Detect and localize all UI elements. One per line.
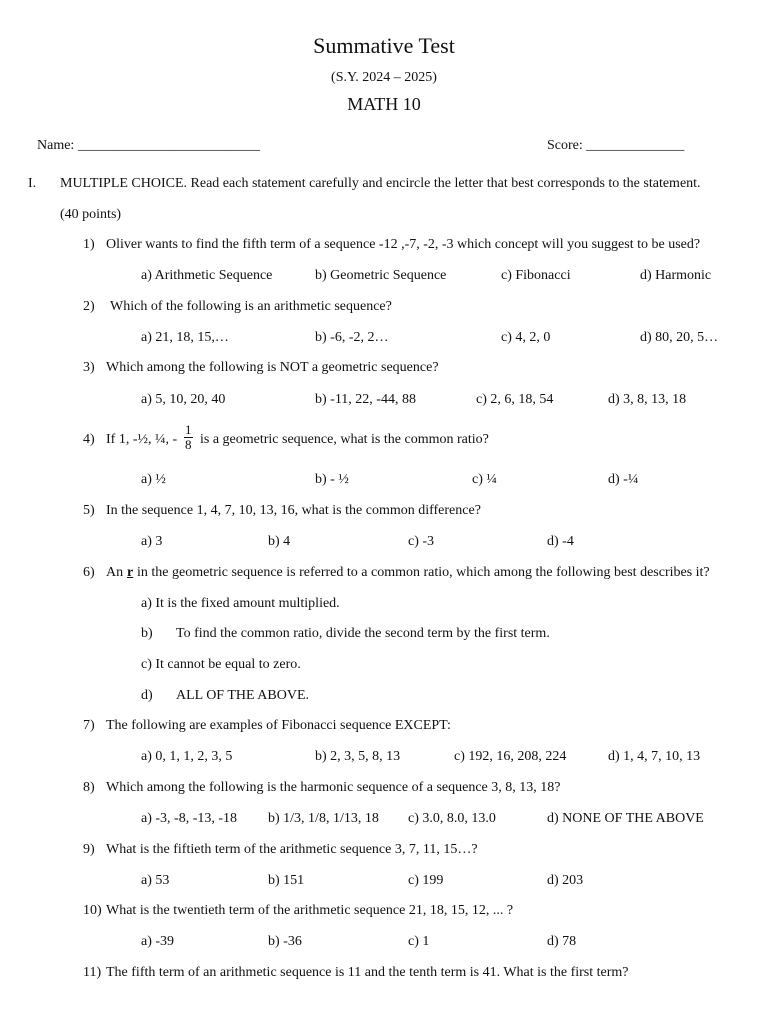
choice-d[interactable]: d) 78 — [547, 934, 577, 949]
choice-b-letter[interactable]: b) — [141, 626, 153, 641]
question-text: In the sequence 1, 4, 7, 10, 13, 16, what is the common difference? — [106, 503, 481, 518]
choice-b[interactable]: b) 2, 3, 5, 8, 13 — [315, 749, 401, 764]
choice-b[interactable]: b) 4 — [268, 534, 291, 549]
fraction — [184, 423, 193, 452]
choice-b[interactable]: b) 1/3, 1/8, 1/13, 18 — [268, 811, 379, 826]
question-number: 11) — [83, 965, 102, 980]
choice-d[interactable]: d) -4 — [547, 534, 574, 549]
subject-heading: MATH 10 — [347, 94, 421, 114]
page-title: Summative Test — [313, 33, 455, 58]
choice-d[interactable]: d) Harmonic — [640, 268, 712, 283]
question-number: 7) — [83, 718, 95, 733]
fraction-denominator: 8 — [185, 437, 192, 452]
choice-d[interactable]: d) 1, 4, 7, 10, 13 — [608, 749, 701, 764]
choice-a[interactable]: a) 21, 18, 15,… — [141, 330, 229, 345]
choice-a[interactable]: a) 53 — [141, 873, 170, 888]
choice-c[interactable]: c) 1 — [408, 934, 430, 949]
choice-b[interactable]: b) -6, -2, 2… — [315, 330, 389, 345]
section-points: (40 points) — [60, 207, 122, 222]
name-field[interactable]: Name: __________________________ — [37, 138, 260, 153]
section-instruction: MULTIPLE CHOICE. Read each statement carefully and encircle the letter that best corresponds to the statement. — [60, 176, 701, 191]
question-number: 10) — [83, 903, 102, 918]
choice-d[interactable]: d) NONE OF THE ABOVE — [547, 811, 704, 826]
choice-a[interactable]: a) ½ — [141, 472, 166, 487]
question-number: 9) — [83, 842, 95, 857]
question-text-end: is a geometric sequence, what is the common ratio? — [200, 432, 489, 447]
question-text-start: If 1, -½, ¼, - — [106, 432, 178, 447]
choice-d[interactable]: ALL OF THE ABOVE. — [176, 688, 309, 703]
choice-a[interactable]: a) 3 — [141, 534, 163, 549]
question-text: The following are examples of Fibonacci sequence EXCEPT: — [106, 718, 451, 733]
choice-c[interactable]: c) 3.0, 8.0, 13.0 — [408, 811, 496, 826]
choice-b[interactable]: b) 151 — [268, 873, 305, 888]
choice-b[interactable]: b) Geometric Sequence — [315, 268, 447, 283]
choice-c[interactable]: c) ¼ — [472, 472, 497, 487]
question-text: Which of the following is an arithmetic sequence? — [110, 299, 392, 314]
choice-d[interactable]: d) 80, 20, 5… — [640, 330, 719, 345]
choice-d-letter[interactable]: d) — [141, 688, 153, 703]
score-field[interactable]: Score: ______________ — [547, 138, 685, 153]
choice-a[interactable]: a) 0, 1, 1, 2, 3, 5 — [141, 749, 233, 764]
choice-a[interactable]: a) Arithmetic Sequence — [141, 268, 273, 283]
question-text-start: An — [106, 565, 124, 580]
choice-c[interactable]: c) 4, 2, 0 — [501, 330, 551, 345]
choice-b[interactable]: b) -11, 22, -44, 88 — [315, 392, 416, 407]
question-text: What is the twentieth term of the arithmetic sequence 21, 18, 15, 12, ... ? — [106, 903, 514, 918]
choice-d[interactable]: d) 3, 8, 13, 18 — [608, 392, 687, 407]
choice-b[interactable]: b) - ½ — [315, 472, 349, 487]
choice-b[interactable]: b) -36 — [268, 934, 302, 949]
choice-c[interactable]: c) Fibonacci — [501, 268, 571, 283]
question-number: 1) — [83, 237, 95, 252]
choice-c[interactable]: c) It cannot be equal to zero. — [141, 657, 301, 672]
choice-c[interactable]: c) 2, 6, 18, 54 — [476, 392, 554, 407]
question-number: 3) — [83, 360, 95, 375]
choice-a[interactable]: a) -3, -8, -13, -18 — [141, 811, 238, 826]
choice-b[interactable]: To find the common ratio, divide the second term by the first term. — [176, 626, 550, 641]
question-text: Oliver wants to find the fifth term of a sequence -12 ,-7, -2, -3 which concept will you suggest to be used? — [106, 237, 701, 252]
section-numeral: I. — [28, 176, 37, 191]
question-number: 6) — [83, 565, 95, 580]
question-text-end: in the geometric sequence is referred to a common ratio, which among the following best describes it? — [137, 565, 710, 580]
question-number: 4) — [83, 432, 95, 447]
question-number: 5) — [83, 503, 95, 518]
choice-c[interactable]: c) -3 — [408, 534, 435, 549]
question-number: 8) — [83, 780, 95, 795]
question-text: The fifth term of an arithmetic sequence is 11 and the tenth term is 41. What is the first term? — [106, 965, 629, 980]
question-text: Which among the following is the harmonic sequence of a sequence 3, 8, 13, 18? — [106, 780, 561, 795]
choice-a[interactable]: a) 5, 10, 20, 40 — [141, 392, 226, 407]
question-text: What is the fiftieth term of the arithmetic sequence 3, 7, 11, 15…? — [106, 842, 478, 857]
choice-d[interactable]: d) 203 — [547, 873, 584, 888]
choice-d[interactable]: d) -¼ — [608, 472, 639, 487]
choice-c[interactable]: c) 192, 16, 208, 224 — [454, 749, 567, 764]
fraction-numerator: 1 — [185, 422, 192, 437]
choice-a[interactable]: a) It is the fixed amount multiplied. — [141, 596, 340, 611]
question-text: Which among the following is NOT a geometric sequence? — [106, 360, 439, 375]
question-text-bold-r: r — [127, 565, 134, 580]
question-number: 2) — [83, 299, 95, 314]
choice-c[interactable]: c) 199 — [408, 873, 444, 888]
choice-a[interactable]: a) -39 — [141, 934, 175, 949]
school-year: (S.Y. 2024 – 2025) — [331, 70, 437, 85]
